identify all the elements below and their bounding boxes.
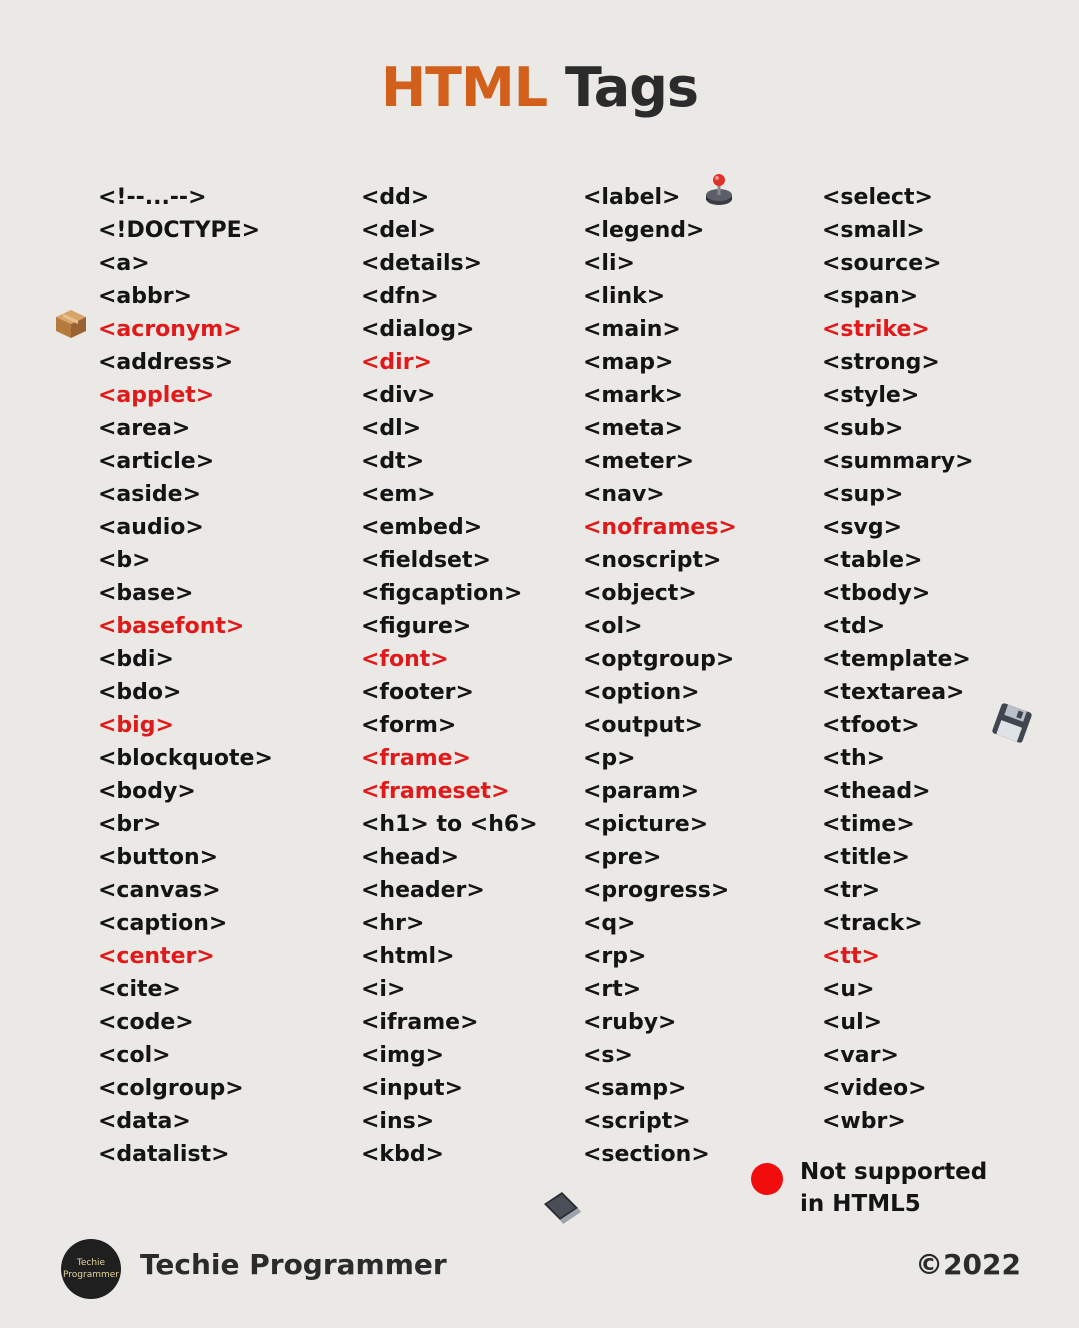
html-tag-item: <caption>: [98, 911, 228, 936]
html-tag-item: <details>: [361, 251, 483, 276]
html-tag-item: <li>: [583, 251, 635, 276]
html-tag-item: <dir>: [361, 350, 433, 375]
html-tag-item: <em>: [361, 482, 436, 507]
html-tag-item: <div>: [361, 383, 436, 408]
package-icon: [54, 308, 88, 340]
html-tag-item: <tr>: [822, 878, 881, 903]
html-tag-item: <center>: [98, 944, 215, 969]
html-tag-item: <sub>: [822, 416, 904, 441]
html-tag-item: <source>: [822, 251, 942, 276]
legend-text: [800, 1156, 1060, 1220]
html-tag-item: <p>: [583, 746, 636, 771]
html-tag-item: <s>: [583, 1043, 633, 1068]
html-tag-item: <!--...-->: [98, 185, 207, 210]
html-tag-item: <ol>: [583, 614, 643, 639]
html-tag-item: <figure>: [361, 614, 472, 639]
html-tag-item: <tt>: [822, 944, 880, 969]
html-tag-item: <ul>: [822, 1010, 883, 1035]
brand-logo-line2: Programmer: [63, 1270, 119, 1280]
legend-text-line1: Not supported: [800, 1159, 988, 1185]
html-tag-item: <hr>: [361, 911, 425, 936]
legend-red-dot: [751, 1163, 783, 1195]
html-tag-item: <html>: [361, 944, 455, 969]
title-html: HTML: [380, 56, 548, 119]
html-tag-item: <br>: [98, 812, 162, 837]
html-tag-item: <applet>: [98, 383, 215, 408]
html-tag-item: <bdi>: [98, 647, 174, 672]
html-tag-item: <button>: [98, 845, 219, 870]
html-tag-item: <q>: [583, 911, 636, 936]
html-tag-item: <section>: [583, 1142, 710, 1167]
html-tag-item: <dd>: [361, 185, 430, 210]
html-tag-item: <noframes>: [583, 515, 737, 540]
laptop-icon: [540, 1188, 584, 1230]
html-tag-item: <noscript>: [583, 548, 722, 573]
html-tag-item: <param>: [583, 779, 700, 804]
html-tag-item: <label>: [583, 185, 681, 210]
tag-column-3: [583, 181, 737, 1171]
html-tag-item: <base>: [98, 581, 194, 606]
html-tag-item: <area>: [98, 416, 191, 441]
html-tag-item: <acronym>: [98, 317, 242, 342]
html-tag-item: <svg>: [822, 515, 903, 540]
html-tag-item: <link>: [583, 284, 666, 309]
tag-column-4: [822, 181, 974, 1138]
legend-text-line2: in HTML5: [800, 1191, 921, 1217]
html-tag-item: <meta>: [583, 416, 684, 441]
html-tag-item: <dt>: [361, 449, 425, 474]
html-tag-item: <bdo>: [98, 680, 182, 705]
html-tag-item: <span>: [822, 284, 919, 309]
title-tags: Tags: [564, 56, 699, 119]
html-tag-item: <footer>: [361, 680, 474, 705]
html-tag-item: <kbd>: [361, 1142, 444, 1167]
html-tag-item: <colgroup>: [98, 1076, 244, 1101]
copyright-year: ©2022: [915, 1248, 1021, 1281]
html-tag-item: <select>: [822, 185, 933, 210]
html-tag-item: <img>: [361, 1043, 445, 1068]
html-tag-item: <head>: [361, 845, 460, 870]
html-tag-item: <pre>: [583, 845, 662, 870]
html-tag-item: <audio>: [98, 515, 204, 540]
html-tag-item: <iframe>: [361, 1010, 479, 1035]
html-tag-item: <time>: [822, 812, 915, 837]
html-tag-item: <strike>: [822, 317, 930, 342]
html-tag-item: <font>: [361, 647, 449, 672]
html-tag-item: <data>: [98, 1109, 191, 1134]
html-tag-item: <header>: [361, 878, 485, 903]
html-tag-item: <dl>: [361, 416, 422, 441]
html-tag-item: <ins>: [361, 1109, 435, 1134]
html-tag-item: <input>: [361, 1076, 463, 1101]
html-tag-item: <object>: [583, 581, 697, 606]
html-tag-item: <body>: [98, 779, 196, 804]
brand-logo: [61, 1239, 121, 1299]
html-tag-item: <a>: [98, 251, 150, 276]
html-tag-item: <abbr>: [98, 284, 193, 309]
html-tag-item: <legend>: [583, 218, 705, 243]
html-tag-item: <code>: [98, 1010, 194, 1035]
tag-column-1: [98, 181, 273, 1171]
html-tag-item: <ruby>: [583, 1010, 677, 1035]
html-tag-item: <samp>: [583, 1076, 687, 1101]
html-tag-item: <var>: [822, 1043, 899, 1068]
html-tag-item: <optgroup>: [583, 647, 735, 672]
html-tag-item: <u>: [822, 977, 875, 1002]
html-tag-item: <del>: [361, 218, 437, 243]
html-tag-item: <option>: [583, 680, 700, 705]
html-tag-item: <fieldset>: [361, 548, 491, 573]
html-tag-item: <form>: [361, 713, 457, 738]
page-title: [0, 56, 1079, 119]
html-tag-item: <cite>: [98, 977, 181, 1002]
html-tag-item: <frame>: [361, 746, 471, 771]
html-tag-item: <wbr>: [822, 1109, 906, 1134]
html-tag-item: <sup>: [822, 482, 904, 507]
html-tag-item: <meter>: [583, 449, 694, 474]
html-tag-item: <address>: [98, 350, 234, 375]
html-tag-item: <track>: [822, 911, 923, 936]
html-tag-item: <main>: [583, 317, 681, 342]
html-tag-item: <nav>: [583, 482, 665, 507]
html-tag-item: <style>: [822, 383, 920, 408]
brand-logo-line1: Techie: [76, 1258, 106, 1268]
html-tag-item: <output>: [583, 713, 704, 738]
html-tag-item: <strong>: [822, 350, 940, 375]
html-tag-item: <dfn>: [361, 284, 439, 309]
html-tag-item: <b>: [98, 548, 151, 573]
html-tag-item: <picture>: [583, 812, 709, 837]
floppy-disk-icon: [990, 702, 1034, 744]
html-tag-item: <summary>: [822, 449, 974, 474]
html-tag-item: <i>: [361, 977, 406, 1002]
joystick-icon: [704, 172, 734, 206]
html-tag-item: <title>: [822, 845, 910, 870]
html-tag-item: <tbody>: [822, 581, 931, 606]
html-tag-item: <dialog>: [361, 317, 475, 342]
html-tag-item: <frameset>: [361, 779, 510, 804]
html-tag-item: <basefont>: [98, 614, 245, 639]
html-tag-item: <table>: [822, 548, 923, 573]
html-tag-item: <script>: [583, 1109, 691, 1134]
html-tag-item: <aside>: [98, 482, 202, 507]
html-tag-item: <big>: [98, 713, 174, 738]
html-tag-item: <textarea>: [822, 680, 965, 705]
html-tag-item: <tfoot>: [822, 713, 920, 738]
html-tag-item: <td>: [822, 614, 886, 639]
html-tag-item: <article>: [98, 449, 215, 474]
html-tag-item: <col>: [98, 1043, 171, 1068]
brand-name: Techie Programmer: [140, 1248, 447, 1281]
html-tag-item: <mark>: [583, 383, 684, 408]
html-tag-item: <canvas>: [98, 878, 221, 903]
html-tag-item: <progress>: [583, 878, 730, 903]
html-tag-item: <blockquote>: [98, 746, 273, 771]
html-tag-item: <embed>: [361, 515, 483, 540]
html-tag-item: <th>: [822, 746, 886, 771]
html-tag-item: <thead>: [822, 779, 931, 804]
html-tag-item: <small>: [822, 218, 925, 243]
html-tag-item: <rt>: [583, 977, 642, 1002]
html-tag-item: <h1> to <h6>: [361, 812, 538, 837]
html-tag-item: <video>: [822, 1076, 927, 1101]
tag-column-2: [361, 181, 538, 1171]
html-tag-item: <map>: [583, 350, 674, 375]
html-tag-item: <figcaption>: [361, 581, 523, 606]
html-tag-item: <datalist>: [98, 1142, 230, 1167]
html-tag-item: <!DOCTYPE>: [98, 218, 261, 243]
html-tag-item: <template>: [822, 647, 971, 672]
html-tag-item: <rp>: [583, 944, 647, 969]
